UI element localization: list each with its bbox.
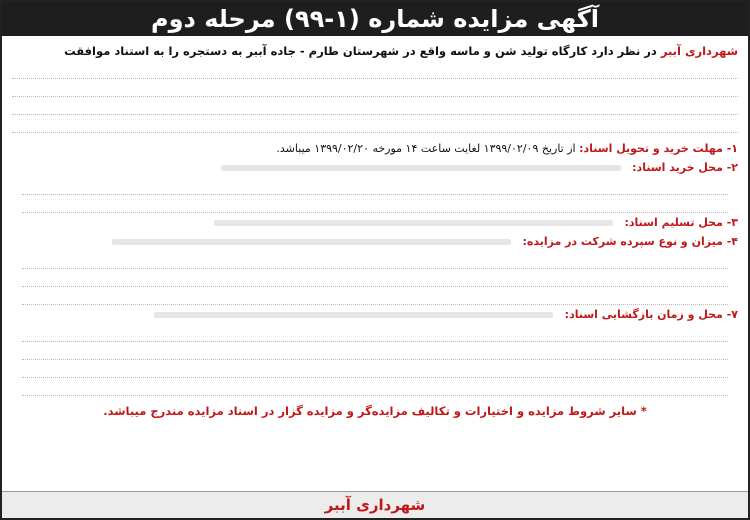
text-line <box>22 195 728 213</box>
clause-label: ۲- محل خرید اسناد: <box>632 161 738 174</box>
text-line <box>12 97 738 115</box>
clause-7 <box>12 305 738 324</box>
text-line <box>12 115 738 133</box>
clause-label: ۳- محل تسلیم اسناد: <box>624 216 738 229</box>
intro-org: شهرداری آببر <box>660 44 738 58</box>
notice-title: آگهی مزایده شماره (۱-۹۹) مرحله دوم <box>2 2 748 36</box>
signature: شهرداری آببر <box>2 491 748 518</box>
clause-2 <box>12 158 738 177</box>
text-line <box>22 324 728 342</box>
text-line <box>22 251 728 269</box>
text-line <box>12 61 738 79</box>
clause-text: از تاریخ ۱۳۹۹/۰۲/۰۹ لغایت ساعت ۱۴ مورخه ۱۳۹۹/۰۲/۲۰ میباشد. <box>276 142 576 155</box>
text-line <box>22 378 728 396</box>
clause-4 <box>12 232 738 251</box>
clause-label: ۷- محل و زمان بازگشایی اسناد: <box>564 308 738 321</box>
clause-label: ۴- میزان و نوع سپرده شرکت در مزایده: <box>522 235 738 248</box>
text-line <box>22 269 728 287</box>
clause-list <box>12 139 738 396</box>
clause-1 <box>12 139 738 158</box>
unreadable-text <box>112 239 511 245</box>
text-line <box>22 177 728 195</box>
text-line <box>12 79 738 97</box>
clause-label: ۱- مهلت خرید و تحویل اسناد: <box>579 142 738 155</box>
text-line <box>22 287 728 305</box>
unreadable-text <box>221 165 620 171</box>
clause-3 <box>12 213 738 232</box>
intro-text: در نظر دارد کارگاه تولید شن و ماسه واقع در شهرستان طارم - جاده آببر به دستجره را به استناد موافقت <box>64 44 657 58</box>
text-line <box>22 342 728 360</box>
unreadable-text <box>154 312 553 318</box>
text-line <box>22 360 728 378</box>
intro-paragraph <box>12 42 738 61</box>
unreadable-text <box>214 220 613 226</box>
closing-note: * سایر شروط مزایده و اختیارات و تکالیف مزایده‌گر و مزایده گزار در اسناد مزایده مندرج میباشد. <box>103 404 647 418</box>
